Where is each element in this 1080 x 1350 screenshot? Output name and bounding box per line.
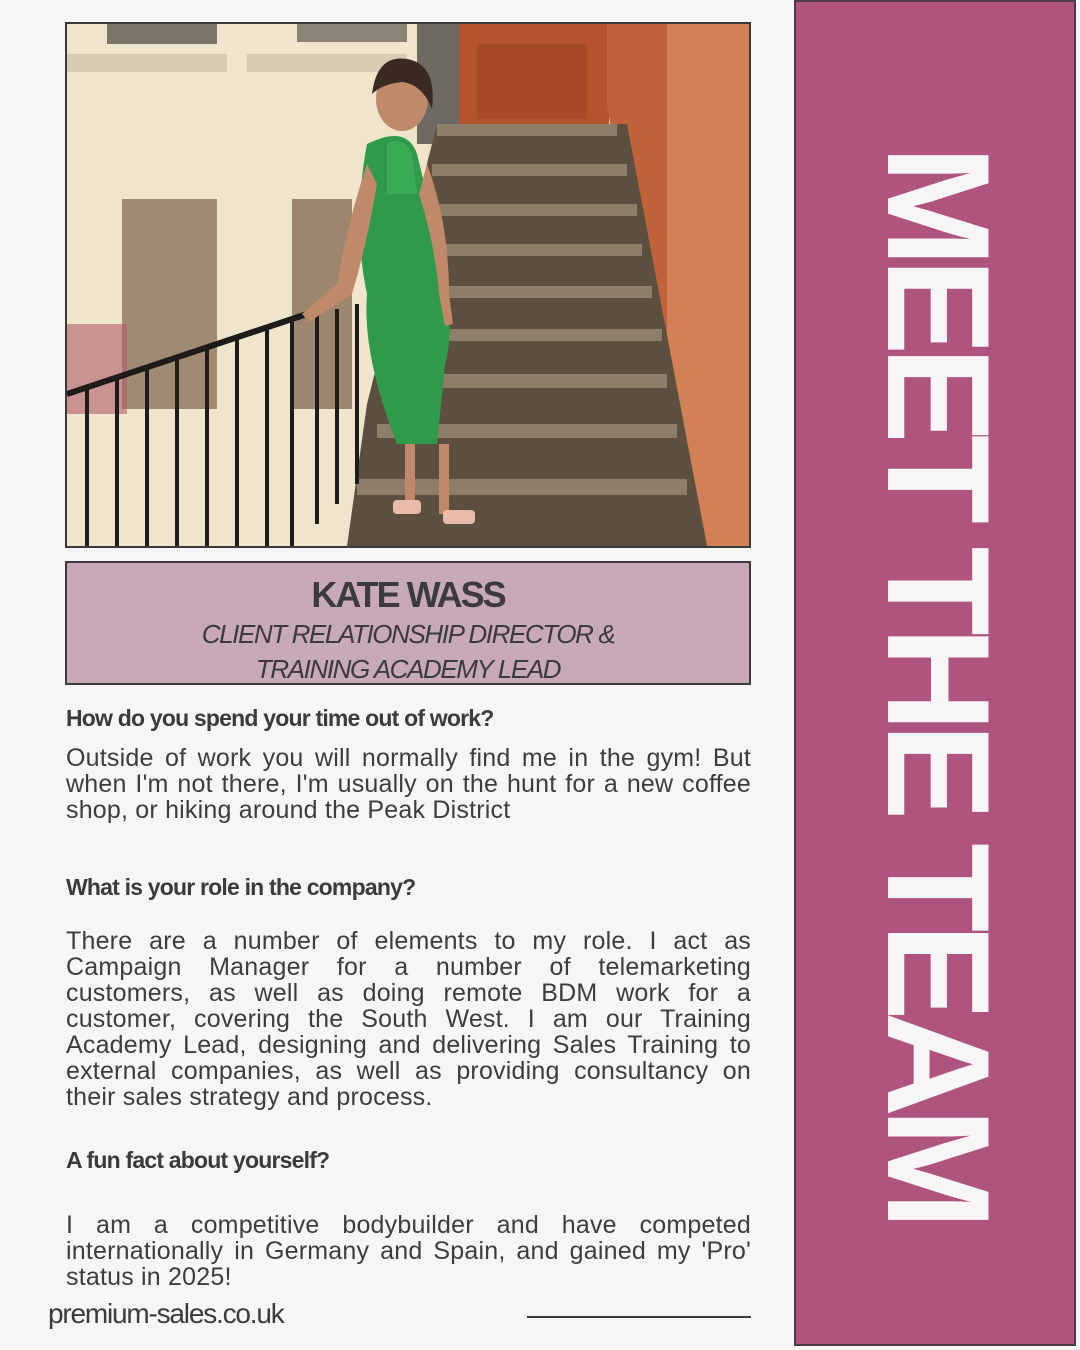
answer-role: There are a number of elements to my role. I act as Campaign Manager for a number of telemarketing customers, as well as doing remote BDM work for a customer, covering the South West. I am our Training Academy Lead, designing and delivering Sales Training to external companies, as well as providing consultancy on their sales strategy and process. xyxy=(66,927,751,1111)
profile-name-box xyxy=(65,561,751,685)
footer-divider xyxy=(527,1316,751,1318)
question-fun-fact: A fun fact about yourself? xyxy=(66,1147,330,1173)
answer-hobbies: Outside of work you will normally find me in the gym! But when I'm not there, I'm usually on the hunt for a new coffee shop, or hiking around the Peak District xyxy=(66,744,751,824)
profile-photo xyxy=(65,22,751,548)
question-hobbies: How do you spend your time out of work? xyxy=(66,705,494,731)
qa-section-hobbies xyxy=(66,704,751,823)
question-role: What is your role in the company? xyxy=(66,874,416,900)
profile-photo-illustration xyxy=(67,24,749,546)
profile-name: KATE WASS xyxy=(311,574,505,615)
profile-role-line-2: TRAINING ACADEMY LEAD xyxy=(255,654,561,684)
profile-role-line-1: CLIENT RELATIONSHIP DIRECTOR & xyxy=(201,619,615,649)
qa-section-fun-fact xyxy=(66,1146,751,1290)
sidebar-title: MEET THE TEAM xyxy=(857,145,1020,1221)
answer-fun-fact: I am a competitive bodybuilder and have competed internationally in Germany and Spain, and gained my 'Pro' status in 2025! xyxy=(66,1211,751,1291)
qa-section-role xyxy=(66,873,751,1110)
website-link[interactable]: premium-sales.co.uk xyxy=(48,1298,284,1329)
